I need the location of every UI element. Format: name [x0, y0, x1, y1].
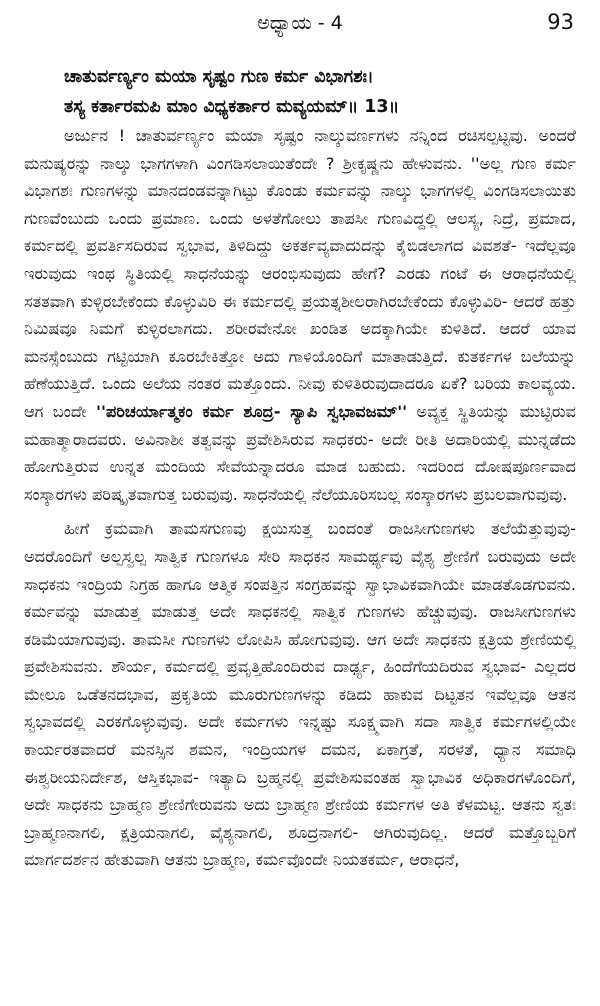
paragraph-1 — [24, 122, 576, 508]
paragraph-2 — [24, 515, 576, 874]
paragraph-1-text-b: ಅವ್ಯಕ್ತ ಸ್ಥಿತಿಯನ್ನು ಮುಟ್ಟಿರುವ ಮಹಾತ್ಮಾರಾದವರು. ಅವಿನಾಶೀ ತತ್ವವನ್ನು ಪ್ರವೇಶಿಸಿರುವ ಸಾಧಕರು- ಅದೇ ರೀತಿ ಅದಾರಿಯಲ್ಲಿ ಮುನ್ನಡೆದು ಹೋಗುತ್ತಿರುವ ಉನ್ನತ ಮಂದಿಯ ಸೇವೆಯನ್ನಾದರೂ ಮಾಡ ಬಹುದು. ಇದರಿಂದ ದೋಷಪೂರ್ಣವಾದ ಸಂಸ್ಕಾರಗಳು ಪರಿಷ್ಕೃತವಾಗುತ್ತ ಬರುವುವು. ಸಾಧನೆಯಲ್ಲಿ ನೆಲೆಯೂರಿಸಬಲ್ಲ ಸಂಸ್ಕಾರಗಳು ಪ್ರಬಲವಾಗುವುವು. — [24, 401, 576, 504]
page-header — [24, 8, 576, 42]
paragraph-2-text: ಹೀಗೆ ಕ್ರಮವಾಗಿ ತಾಮಸಗುಣವು ಕ್ಷಯಿಸುತ್ತ ಬಂದಂತೆ ರಾಜಸೀಗುಣಗಳು ತಲೆಯೆತ್ತುವುವು- ಅದರೊಂದಿಗೆ ಅಲ್ಪಸ್ವಲ್ಪ ಸಾತ್ವಿಕ ಗುಣಗಳೂ ಸೇರಿ ಸಾಧಕನ ಸಾಮರ್ಥ್ಯವು ವೈಶ್ಯ ಶ್ರೇಣಿಗೆ ಬರುವುದು ಅದೇ ಸಾಧಕನು ಇಂದ್ರಿಯ ನಿಗ್ರಹ ಹಾಗೂ ಆತ್ಮಿಕ ಸಂಪತ್ತಿನ ಸಂಗ್ರಹವನ್ನು ಸ್ವಾಭಾವಿಕವಾಗಿಯೇ ಮಾಡತೊಡಗುವನು. ಕರ್ಮವನ್ನು ಮಾಡುತ್ತ ಮಾಡುತ್ತ ಅದೇ ಸಾಧಕನಲ್ಲಿ ಸಾತ್ವಿಕ ಗುಣಗಳು ಹೆಚ್ಚುವುವು. ರಾಜಸೀಗುಣಗಳು ಕಡಿಮೆಯಾಗುವುವು. ತಾಮಸೀ ಗುಣಗಳು ಲೋಪಿಸಿ ಹೋಗುವುವು. ಆಗ ಅದೇ ಸಾಧಕನು ಕ್ಷತ್ರಿಯ ಶ್ರೇಣಿಯಲ್ಲಿ ಪ್ರವೇಶಿಸುವನು. ಶೌರ್ಯ, ಕರ್ಮದಲ್ಲಿ ಪ್ರವೃತ್ತಿಹೊಂದಿರುವ ದಾರ್ಢ್ಯ, ಹಿಂದೆಗೆಯದಿರುವ ಸ್ವಭಾವ- ಎಲ್ಲದರ ಮೇಲೂ ಒಡೆತನದಭಾವ, ಪ್ರಕೃತಿಯ ಮೂರುಗುಣಗಳನ್ನು ಕಡಿದು ಹಾಕುವ ದಿಟ್ಟತನ ಇವೆಲ್ಲವೂ ಆತನ ಸ್ವಭಾವದಲ್ಲಿ ಎರಕಗೊಳ್ಳುವುವು. ಅದೇ ಕರ್ಮಗಳು ಇನ್ನಷ್ಟು ಸೂಕ್ಷ್ಮವಾಗಿ ಸದಾ ಸಾತ್ವಿಕ ಕರ್ಮಗಳಲ್ಲಿಯೇ ಕಾರ್ಯರತವಾದರೆ ಮನಸ್ಸಿನ ಶಮನ, ಇಂದ್ರಿಯಗಳ ದಮನ, ಏಕಾಗ್ರತೆ, ಸರಳತೆ, ಧ್ಯಾನ ಸಮಾಧಿ ಈಶ್ವರೀಯನಿರ್ದೇಶ, ಆಸ್ತಿಕಭಾವ- ಇತ್ಯಾದಿ ಬ್ರಹ್ಮನಲ್ಲಿ ಪ್ರವೇಶಿಸುವಂತಹ ಸ್ವಾಭಾವಿಕ ಅಧಿಕಾರಗಳೊಂದಿಗೆ, ಅದೇ ಸಾಧಕನು ಬ್ರಾಹ್ಮಣ ಶ್ರೇಣಿಗೇರುವನು ಅದು ಬ್ರಾಹ್ಮಣ ಶ್ರೇಣಿಯ ಕರ್ಮಗಳ ಅತಿ ಕೆಳಮಟ್ಟ. ಆತನು ಸ್ವತಃ ಬ್ರಾಹ್ಮಣನಾಗಲಿ, ಕ್ಷತ್ರಿಯನಾಗಲಿ, ವೈಶ್ಯನಾಗಲಿ, ಶೂದ್ರನಾಗಲಿ- ಆಗಿರುವುದಿಲ್ಲ. ಆದರೆ ಮತ್ತೊಬ್ಬರಿಗೆ ಮಾರ್ಗದರ್ಶನ ಹೇತುವಾಗಿ ಆತನು ಬ್ರಾಹ್ಮಣ, ಕರ್ಮವೊಂದೇ ನಿಯತಕರ್ಮ, ಆರಾಧನೆ, — [24, 519, 576, 870]
paragraph-1-text-a: ಅರ್ಜುನ ! ಚಾತುರ್ವರ್ಣ್ಯಂ ಮಯಾ ಸೃಷ್ಟಂ ನಾಲ್ಕುವರ್ಣಗಳು ನನ್ನಿಂದ ರಚಿಸಲ್ಪಟ್ಟವು. ಅಂದರೆ ಮನುಷ್ಯರನ್ನು ನಾಲ್ಕು ಭಾಗಗಳಾಗಿ ವಿಂಗಡಿಸಲಾಯಿತೆಂದೇ ? ಶ್ರೀಕೃಷ್ಣನು ಹೇಳುವನು. ''ಅಲ್ಲ ಗುಣ ಕರ್ಮ ವಿಭಾಗಶಃ ಗುಣಗಳನ್ನು ಮಾನದಂಡವನ್ನಾಗಿಟ್ಟು ಕೊಂಡು ಕರ್ಮವನ್ನು ನಾಲ್ಕು ಭಾಗಗಳಲ್ಲಿ ವಿಂಗಡಿಸಲಾಯಿತು ಗುಣವೆಂಬುದು ಒಂದು ಪ್ರಮಾಣ. ಒಂದು ಅಳತೆಗೋಲು ತಾಪಸೀ ಗುಣವಿದ್ದಲ್ಲಿ ಆಲಸ್ಯ, ನಿದ್ರೆ, ಪ್ರಮಾದ, ಕರ್ಮದಲ್ಲಿ ಪ್ರವರ್ತಿಸದಿರುವ ಸ್ವಭಾವ, ತಿಳಿದಿದ್ದು ಅಕರ್ತವ್ಯವಾದುದನ್ನು ಕೈಬಿಡಲಾಗದ ವಿವಶತೆ- ಇದೆಲ್ಲವೂ ಇರುವುದು ಇಂಥ ಸ್ಥಿತಿಯಲ್ಲಿ ಸಾಧನೆಯನ್ನು ಆರಂಭಿಸುವುದು ಹೇಗೆ? ಎರಡು ಗಂಟೆ ಈ ಆರಾಧನೆಯಲ್ಲಿ ಸತತವಾಗಿ ಕುಳ್ಳಿರಬೇಕೆಂದು ಕೊಳ್ಳುವಿರಿ ಈ ಕರ್ಮದಲ್ಲಿ ಪ್ರಯತ್ನಶೀಲರಾಗಿರಬೇಕೆಂದು ಕೊಳ್ಳುವಿರಿ- ಆದರೆ ಹತ್ತು ನಿಮಿಷವೂ ನಿಮಗೆ ಕುಳ್ಳಿರಲಾಗದು. ಶರೀರವೇನೋ ಖಂಡಿತ ಅದಕ್ಕಾಗಿಯೇ ಕುಳಿತಿದೆ. ಆದರೆ ಯಾವ ಮನಸ್ಸೆಂಬುದು ಗಟ್ಟಿಯಾಗಿ ಕೂರಬೇಕಿತ್ತೋ ಅದು ಗಾಳಿಯೊಂದಿಗೆ ಮಾತಾಡುತ್ತಿದೆ. ಕುತರ್ಕಗಳ ಬಲೆಯನ್ನು ಹೆಣೆಯುತ್ತಿದೆ. ಒಂದು ಅಲೆಯ ನಂತರ ಮತ್ತೊಂದು. ನೀವು ಕುಳಿತಿರುವುದಾದರೂ ಏಕೆ? ಬರಿಯ ಕಾಲವ್ಯಯ. ಆಗ ಬಂದೇ — [24, 126, 576, 421]
page-number: 93 — [547, 10, 574, 34]
paragraph-1-quote: ''ಪರಿಚರ್ಯಾತ್ಮಕಂ ಕರ್ಮ ಶೂದ್ರ- ಸ್ಯಾಪಿ ಸ್ವಭಾವಜಮ್'' — [96, 401, 408, 421]
verse-line-1: ಚಾತುರ್ವರ್ಣ್ಯಂ ಮಯಾ ಸೃಷ್ಟಂ ಗುಣ ಕರ್ಮ ವಿಭಾಗಶಃ। — [64, 67, 374, 87]
chapter-title: ಅಧ್ಯಾಯ - 4 — [257, 12, 343, 34]
verse-line-2: ತಸ್ಯ ಕರ್ತಾರಮಪಿ ಮಾಂ ವಿಧ್ಯಕರ್ತಾರ ಮವ್ಯಯಮ್॥ 13॥ — [64, 97, 400, 117]
sanskrit-verse — [24, 62, 576, 122]
